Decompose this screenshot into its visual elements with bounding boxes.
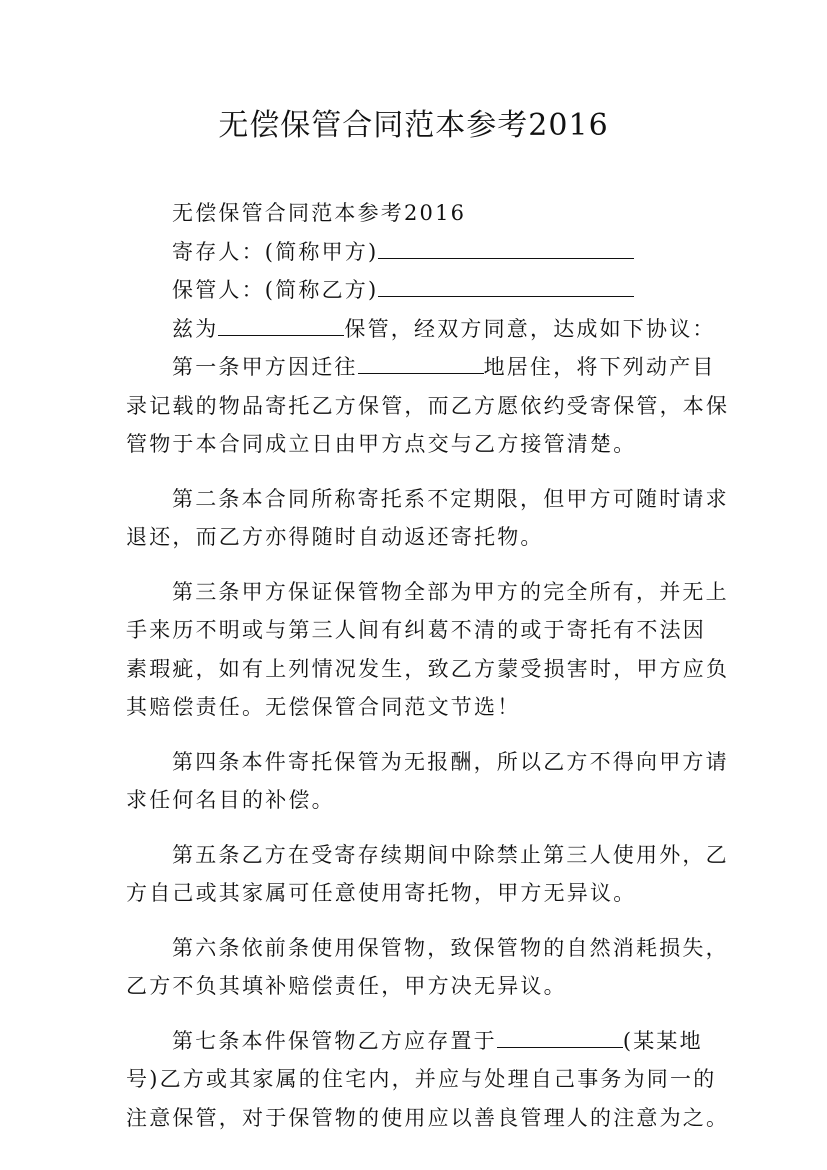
article-7-suffix: (某某地	[622, 1028, 703, 1053]
article-4-line-1: 第四条本件寄托保管为无报酬，所以乙方不得向甲方请	[172, 749, 729, 774]
article-3-line-4: 其赔偿责任。无偿保管合同范文节选！	[126, 695, 521, 719]
document-body	[126, 194, 730, 1137]
intro-suffix: 保管，经双方同意，达成如下协议：	[344, 316, 716, 341]
party-a-blank	[378, 238, 634, 259]
article-7-line-1	[126, 1022, 714, 1061]
party-b-line	[126, 271, 714, 310]
article-7-line-3: 注意保管，对于保管物的使用应以善良管理人的注意为之。	[126, 1105, 730, 1130]
article-7-blank	[497, 1027, 623, 1048]
article-6-line-1: 第六条依前条使用保管物，致保管物的自然消耗损失，	[172, 935, 729, 960]
article-3-line-3: 素瑕疵，如有上列情况发生，致乙方蒙受损害时，甲方应负	[126, 656, 730, 681]
article-1-line-1	[126, 348, 714, 387]
article-4-line-2: 求任何名目的补偿。	[126, 788, 335, 812]
party-b-blank	[378, 276, 634, 297]
article-1-suffix: 地居住，将下列动产目	[483, 355, 716, 379]
article-1-line-3: 管物于本合同成立日由甲方点交与乙方接管清楚。	[126, 432, 637, 456]
party-b-label: 保管人：(简称乙方)	[172, 278, 379, 302]
article-1-line-2: 录记载的物品寄托乙方保管，而乙方愿依约受寄保管，本保	[126, 393, 730, 418]
party-a-line	[126, 233, 714, 272]
document-title: 无偿保管合同范本参考2016	[218, 108, 609, 143]
article-7-prefix: 第七条本件保管物乙方应存置于	[172, 1028, 497, 1053]
intro-prefix: 兹为	[172, 316, 219, 341]
article-7-line-2: 号)乙方或其家属的住宅内，并应与处理自己事务为同一的	[126, 1067, 717, 1091]
intro-line	[126, 310, 714, 349]
article-1-blank	[358, 353, 484, 374]
article-3-line-1: 第三条甲方保证保管物全部为甲方的完全所有，并无上	[172, 579, 729, 604]
party-a-label: 寄存人：(简称甲方)	[172, 239, 379, 264]
article-2-line-1: 第二条本合同所称寄托系不定期限，但甲方可随时请求	[172, 486, 729, 511]
intro-blank	[218, 315, 344, 336]
article-1-prefix: 第一条甲方因迁往	[172, 355, 358, 379]
article-3-line-2: 手来历不明或与第三人间有纠葛不清的或于寄托有不法因	[126, 618, 706, 642]
subtitle-line: 无偿保管合同范本参考2016	[172, 201, 467, 225]
article-2-line-2: 退还，而乙方亦得随时自动返还寄托物。	[126, 525, 544, 549]
article-5-line-2: 方自己或其家属可任意使用寄托物，甲方无异议。	[126, 881, 637, 905]
article-5-line-1: 第五条乙方在受寄存续期间中除禁止第三人使用外，乙	[172, 842, 729, 867]
article-6-line-2: 乙方不负其填补赔偿责任，甲方决无异议。	[126, 974, 567, 998]
